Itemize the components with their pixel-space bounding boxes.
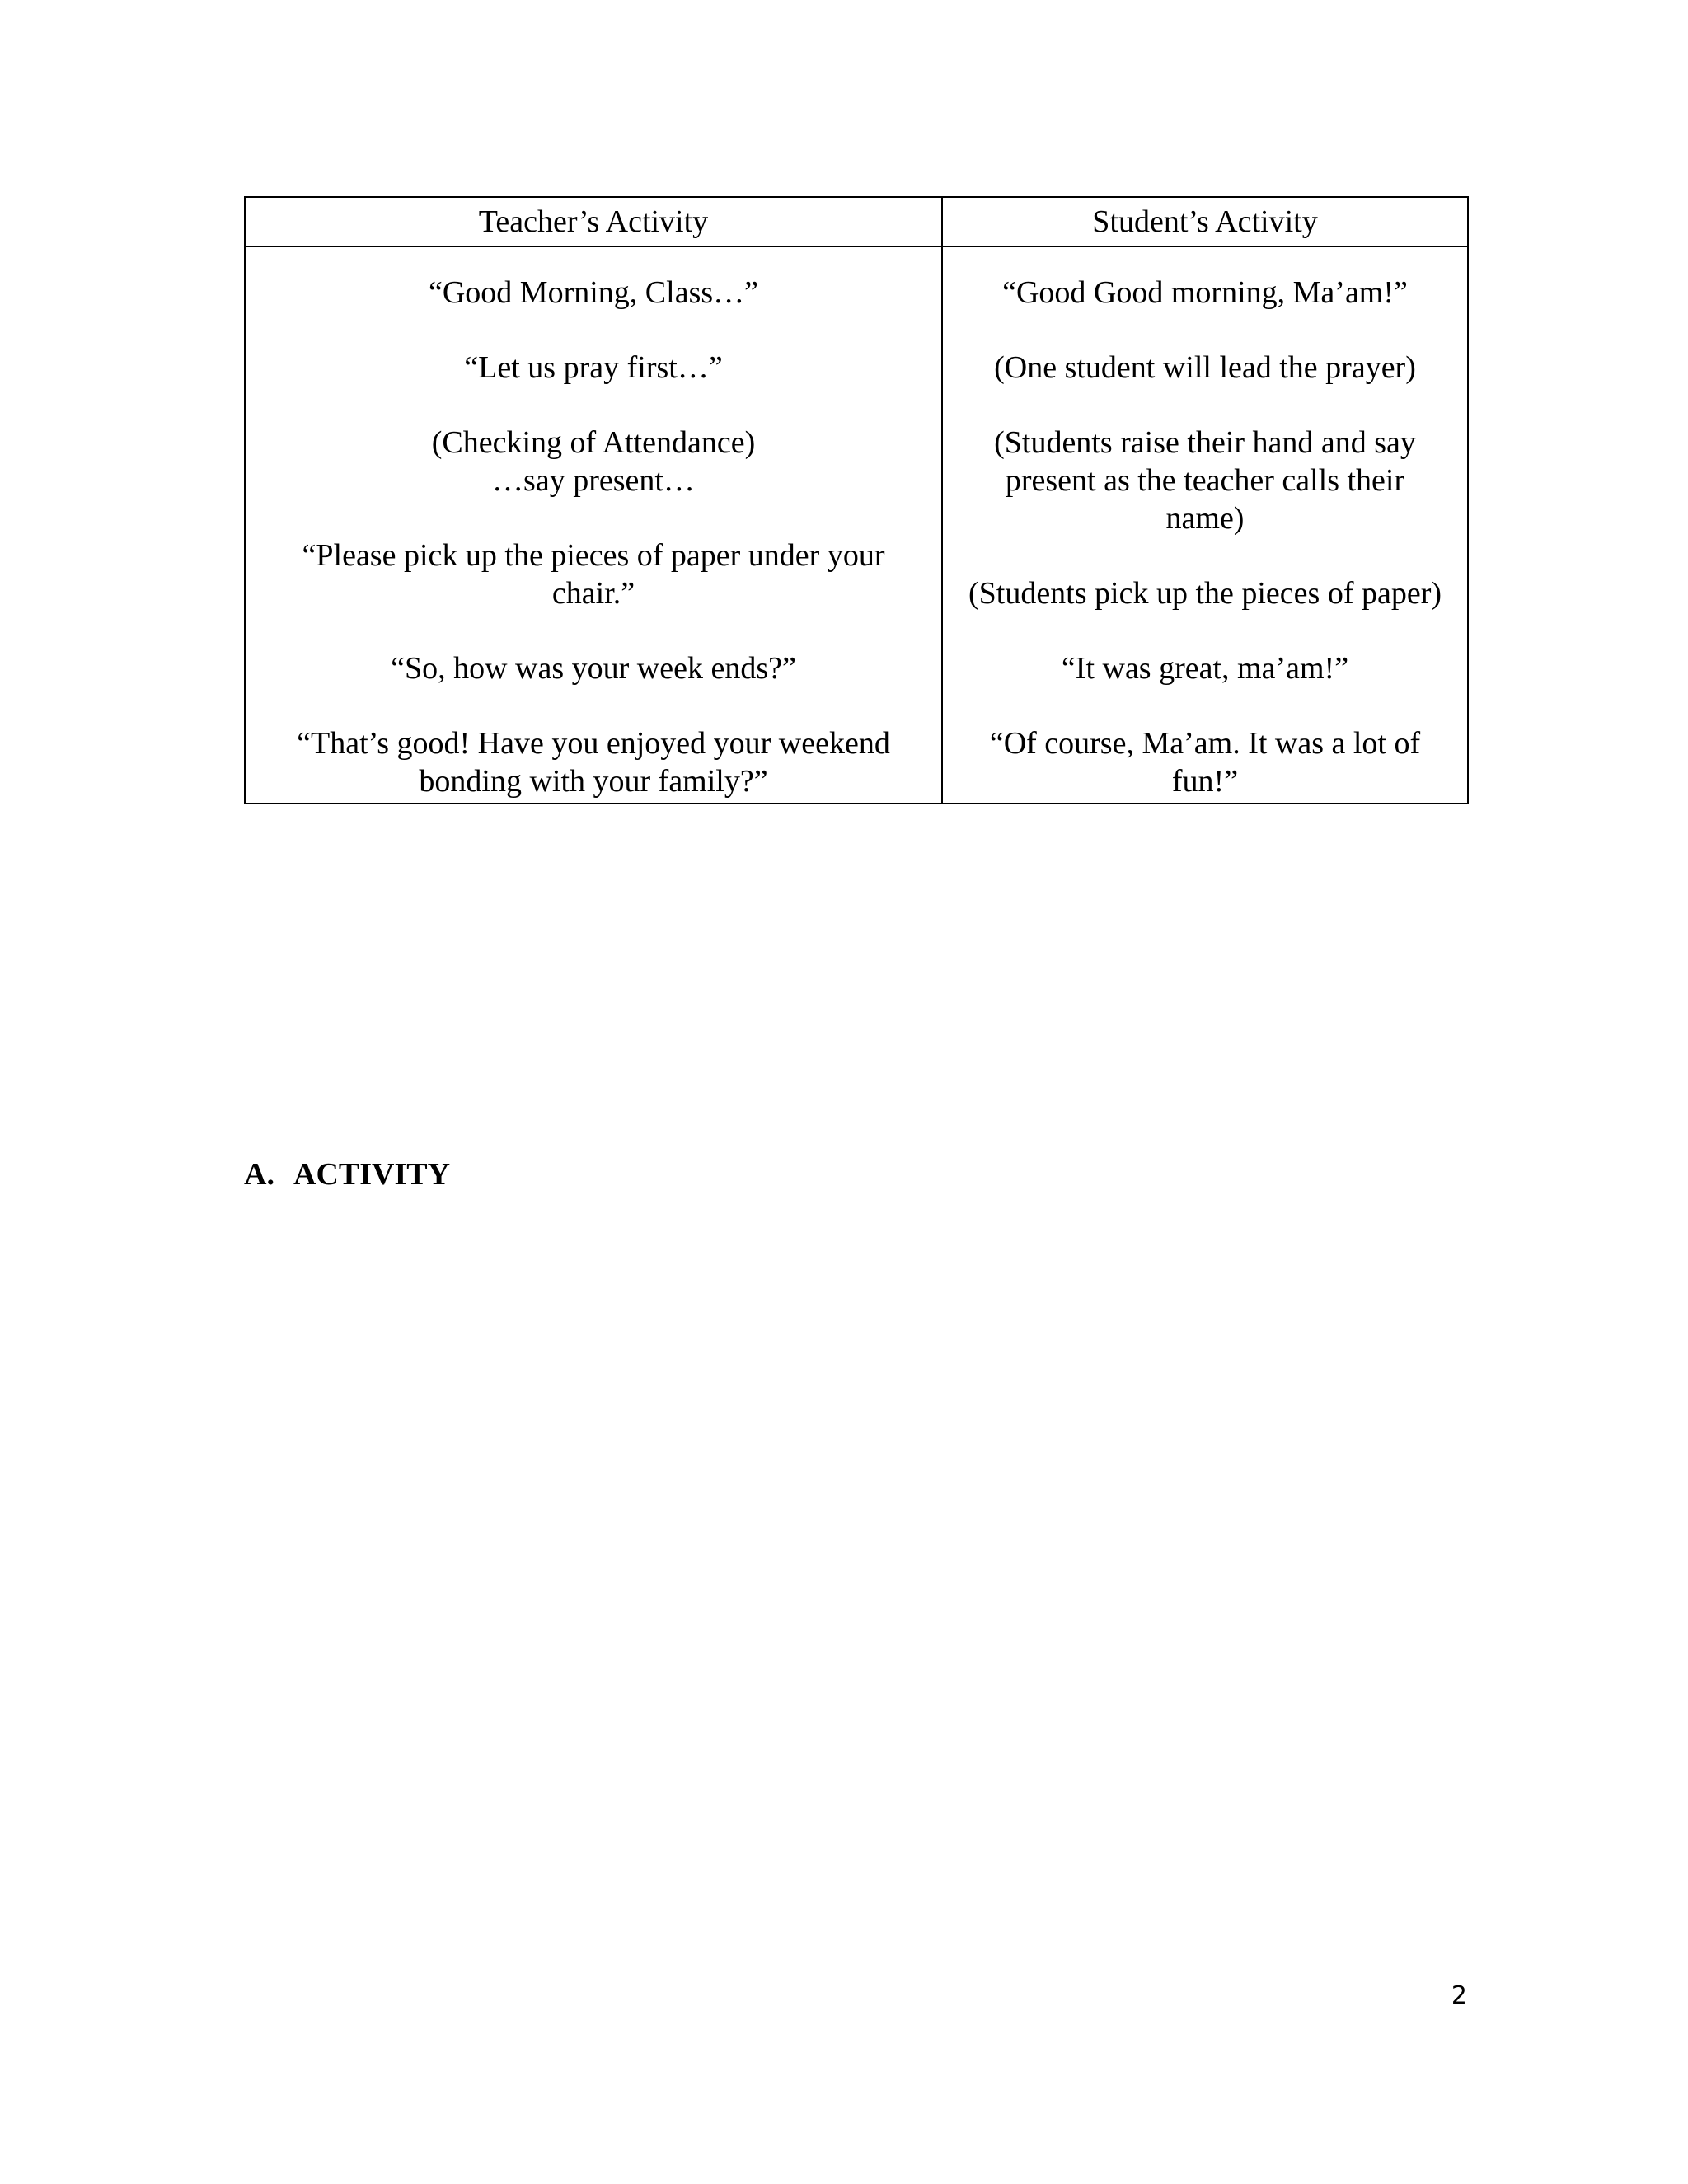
student-line: (Students raise their hand and say: [994, 425, 1416, 460]
student-activity-header: Student’s Activity: [1092, 204, 1318, 239]
student-line: name): [1165, 501, 1245, 536]
page-number: 2: [1451, 1981, 1467, 2010]
student-line: (Students pick up the pieces of paper): [968, 576, 1442, 611]
section-title: ACTIVITY: [293, 1157, 451, 1192]
teacher-line: “Good Morning, Class…”: [428, 275, 759, 310]
teacher-activity-header: Teacher’s Activity: [478, 204, 709, 239]
teacher-line: bonding with your family?”: [419, 764, 768, 799]
teacher-line: …say present…: [492, 463, 695, 498]
teacher-line: “So, how was your week ends?”: [391, 651, 796, 686]
teacher-line: “Let us pray first…”: [464, 350, 723, 385]
teacher-line: chair.”: [551, 576, 635, 611]
student-line: (One student will lead the prayer): [994, 350, 1416, 385]
student-line: “Of course, Ma’am. It was a lot of: [989, 726, 1421, 761]
student-line: “Good Good morning, Ma’am!”: [1002, 275, 1408, 310]
activity-table: [244, 196, 1469, 804]
teacher-line: “That’s good! Have you enjoyed your weekend: [297, 726, 890, 761]
table-header-row: [246, 198, 1467, 247]
teacher-line: “Please pick up the pieces of paper under your: [302, 538, 885, 573]
section-heading-activity: [244, 1155, 450, 1193]
student-line: “It was great, ma’am!”: [1061, 651, 1349, 686]
section-letter: A.: [244, 1157, 274, 1192]
student-line: fun!”: [1171, 764, 1239, 799]
teacher-line: (Checking of Attendance): [431, 425, 756, 460]
student-line: present as the teacher calls their: [1005, 463, 1405, 498]
